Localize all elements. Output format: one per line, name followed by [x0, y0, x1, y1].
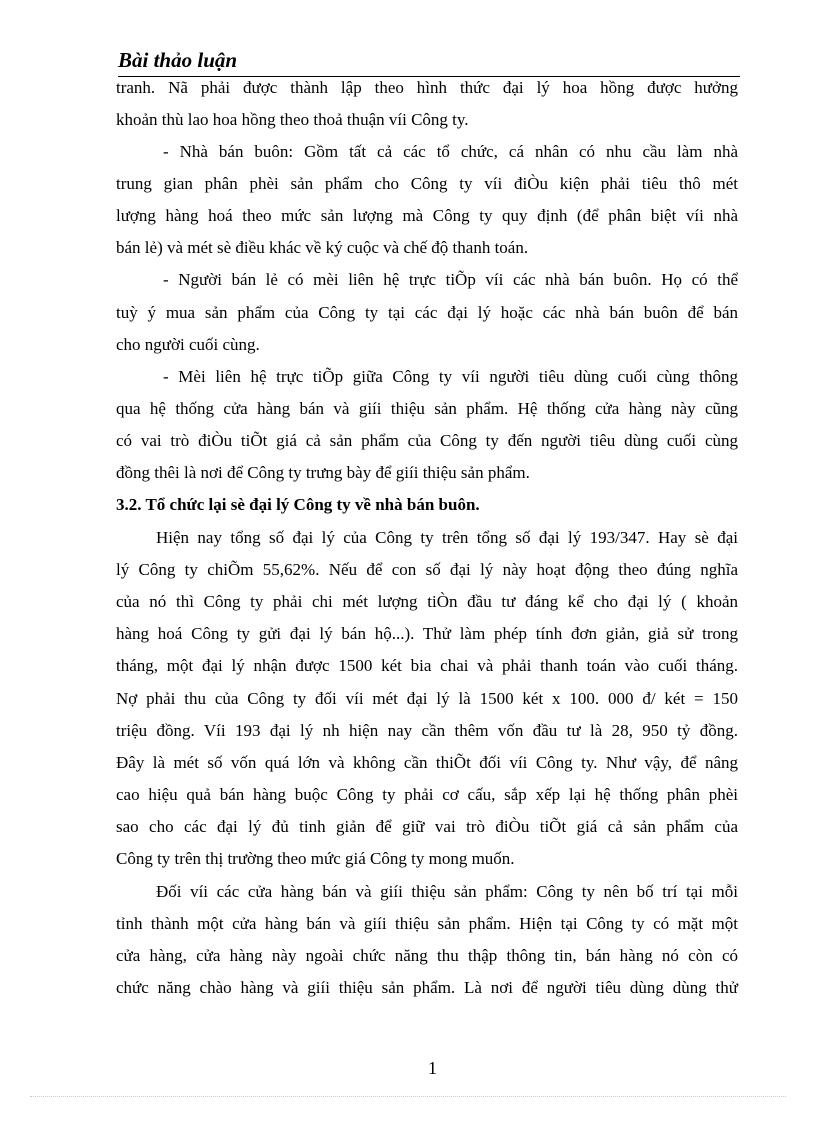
text-line: - Mèi liên hệ trực tiÕp giữa Công ty víi người tiêu dùng cuối cùng thông: [163, 367, 738, 386]
text-line: tháng, một đại lý nhận được 1500 két bia chai và phải thanh toán vào cuối tháng.: [116, 656, 738, 675]
text-line: Nợ phải thu của Công ty đối víi mét đại lý là 1500 két x 100. 000 đ/ két = 150: [116, 689, 738, 708]
text-line: lượng hàng hoá theo mức sản lượng mà Công ty quy định (để phân biệt víi nhà: [116, 206, 738, 225]
text-line: qua hệ thống cửa hàng bán và giíi thiệu sản phẩm. Hệ thống cửa hàng này cũng: [116, 399, 738, 418]
text-line: - Nhà bán buôn: Gồm tất cả các tổ chức, cá nhân có nhu cầu làm nhà: [163, 142, 738, 161]
text-line: có vai trò điÒu tiÕt giá cả sản phẩm của Công ty đến người tiêu dùng cuối cùng: [116, 431, 738, 450]
text-line: triệu đồng. Víi 193 đại lý nh hiện nay cần thêm vốn đầu tư là 28, 950 tỷ đồng.: [116, 721, 738, 740]
text-line: - Người bán lẻ có mèi liên hệ trực tiÕp víi các nhà bán buôn. Họ có thể: [163, 270, 738, 289]
text-line: cao hiệu quả bán hàng buộc Công ty phải cơ cấu, sắp xếp lại hệ thống phân phèi: [116, 785, 738, 804]
text-line: Đây là mét số vốn quá lớn và không cần thiÕt đối víi Công ty. Như vậy, để nâng: [116, 753, 738, 772]
text-line: đồng thêi là nơi để Công ty trưng bày để giíi thiệu sản phẩm.: [116, 463, 530, 482]
text-line: chức năng chào hàng và giíi thiệu sản phẩm. Là nơi để người tiêu dùng dùng thử: [116, 978, 738, 997]
text-line: khoản thù lao hoa hồng theo thoả thuận víi Công ty.: [116, 110, 469, 129]
text-line: tranh. Nã phải được thành lập theo hình thức đại lý hoa hồng được hưởng: [116, 78, 738, 97]
page-header: [118, 46, 740, 77]
text-line: trung gian phân phèi sản phẩm cho Công ty víi điÒu kiện phải tiêu thô mét: [116, 174, 738, 193]
section-heading: 3.2. Tổ chức lại sè đại lý Công ty về nhà bán buôn.: [116, 495, 480, 514]
text-line: Đối víi các cửa hàng bán và giíi thiệu sản phẩm: Công ty nên bố trí tại mỗi: [156, 882, 738, 901]
text-line: tỉnh thành một cửa hàng bán và giíi thiệu sản phẩm. Hiện tại Công ty có mặt một: [116, 914, 738, 933]
text-line: lý Công ty chiÕm 55,62%. Nếu để con số đại lý này hoạt động theo đúng nghĩa: [116, 560, 738, 579]
header-title: Bài thảo luận: [118, 48, 238, 72]
text-line: Công ty trên thị trường theo mức giá Công ty mong muốn.: [116, 849, 515, 868]
text-line: Hiện nay tổng số đại lý của Công ty trên tổng số đại lý 193/347. Hay sè đại: [156, 528, 738, 547]
page-bottom-divider: [30, 1096, 786, 1097]
text-line: cửa hàng, cửa hàng này ngoài chức năng thu thập thông tin, bán hàng nó còn có: [116, 946, 738, 965]
text-line: cho người cuối cùng.: [116, 335, 260, 354]
text-line: của nó thì Công ty phải chi mét lượng tiÒn đầu tư đáng kể cho đại lý ( khoản: [116, 592, 738, 611]
text-line: sao cho các đại lý đủ tinh giản để giữ vai trò điÒu tiÕt giá cả sản phẩm của: [116, 817, 738, 836]
text-line: tuỳ ý mua sản phẩm của Công ty tại các đại lý hoặc các nhà bán buôn để bán: [116, 303, 738, 322]
text-line: bán lẻ) và mét sè điều khác về ký cuộc và chế độ thanh toán.: [116, 238, 529, 257]
text-line: hàng hoá Công ty gửi đại lý bán hộ...). Thử làm phép tính đơn giản, giả sử trong: [116, 624, 738, 643]
page-number: 1: [428, 1058, 437, 1078]
